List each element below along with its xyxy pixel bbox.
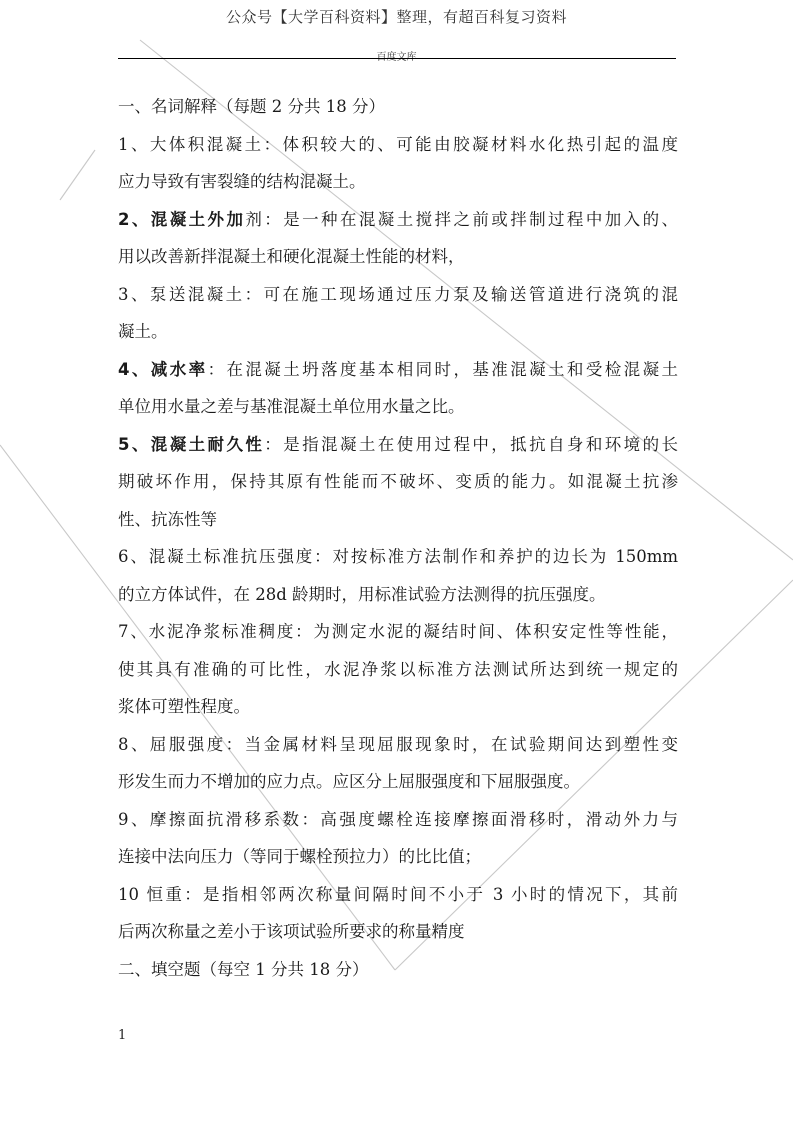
header-rule (118, 58, 676, 59)
term-line (118, 201, 678, 239)
term-definition: ：在混凝土坍落度基本相同时，基准混凝土和受检混凝土 (207, 359, 678, 379)
term-line: 浆体可塑性程度。 (118, 697, 250, 716)
page-number: 1 (118, 1028, 127, 1043)
term-line (118, 426, 678, 464)
term-line: 7、水泥净浆标准稠度：为测定水泥的凝结时间、体积安定性等性能， (118, 622, 678, 641)
term-line: 后两次称量之差小于该项试验所要求的称量精度 (118, 922, 465, 941)
term-title: 5、混凝土耐久性 (118, 434, 265, 454)
term-definition: 剂：是一种在混凝土搅拌之前或拌制过程中加入的、 (245, 209, 678, 229)
term-line: 1、大体积混凝土：体积较大的、可能由胶凝材料水化热引起的温度 (118, 134, 678, 154)
header-label: 百度文库 (376, 52, 417, 63)
term-line: 3、泵送混凝土：可在施工现场通过压力泵及输送管道进行浇筑的混 (118, 284, 678, 304)
term-line (118, 351, 678, 389)
term-title: 4、减水率 (118, 359, 208, 379)
section-heading: 二、填空题（每空 1 分共 18 分） (118, 959, 369, 979)
document-body (118, 88, 678, 988)
term-line: 性、抗冻性等 (118, 509, 217, 529)
term-title: 2、混凝土外加 (118, 209, 246, 229)
term-definition: ：是指混凝土在使用过程中，抵抗自身和环境的长 (264, 434, 678, 454)
term-line: 使其具有准确的可比性，水泥净浆以标准方法测试所达到统一规定的 (118, 659, 678, 679)
term-line: 用以改善新拌混凝土和硬化混凝土性能的材料， (118, 247, 465, 266)
term-line: 10 恒重：是指相邻两次称量间隔时间不小于 3 小时的情况下，其前 (118, 884, 678, 904)
term-line: 形发生而力不增加的应力点。应区分上屈服强度和下屈服强度。 (118, 772, 580, 791)
term-line: 8、屈服强度：当金属材料呈现屈服现象时，在试验期间达到塑性变 (118, 734, 678, 754)
term-line: 应力导致有害裂缝的结构混凝土。 (118, 172, 366, 191)
term-line: 9、摩擦面抗滑移系数：高强度螺栓连接摩擦面滑移时，滑动外力与 (118, 809, 678, 829)
term-line: 6、混凝土标准抗压强度：对按标准方法制作和养护的边长为 150mm (118, 547, 678, 566)
term-line: 的立方体试件，在 28d 龄期时，用标准试验方法测得的抗压强度。 (118, 584, 606, 604)
term-line: 期破坏作用，保持其原有性能而不破坏、变质的能力。如混凝土抗渗 (118, 472, 678, 491)
term-line: 单位用水量之差与基准混凝土单位用水量之比。 (118, 397, 465, 416)
top-banner: 公众号【大学百科资料】整理，有超百科复习资料 (225, 8, 567, 26)
term-line: 连接中法向压力（等同于螺栓预拉力）的比比值； (118, 847, 481, 866)
term-line: 凝土。 (118, 322, 168, 341)
section-heading: 一、名词解释（每题 2 分共 18 分） (118, 97, 385, 116)
watermark-line (60, 150, 95, 200)
